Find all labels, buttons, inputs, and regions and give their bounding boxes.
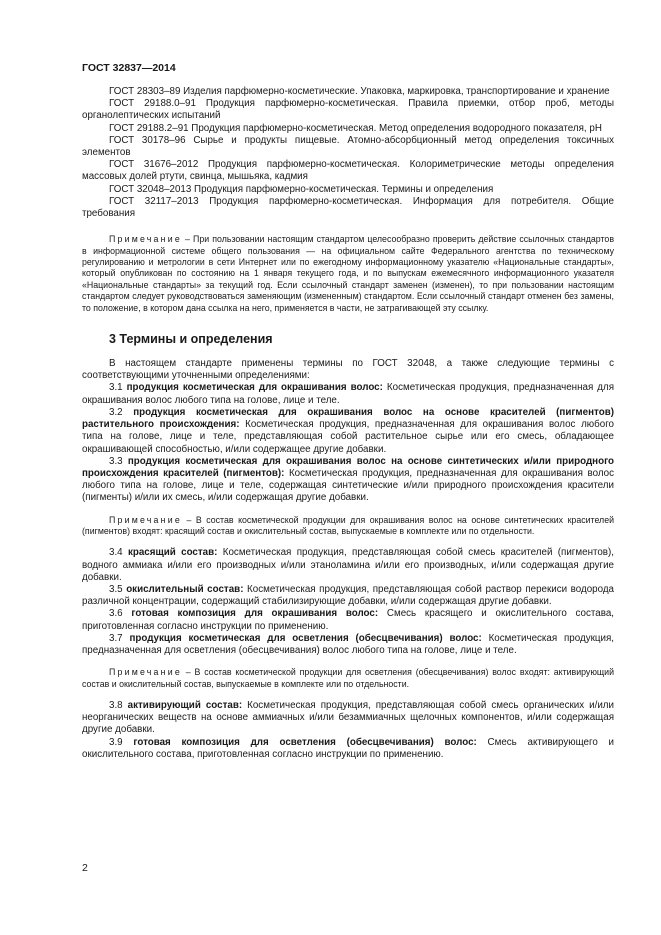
term-3-4: [82, 547, 614, 584]
note-text: – В состав косметической продукции для осветления (обесцвечивания) волос входят: активирующий состав и окислительный состав, выпускаемые в комплекте или по отдельности.: [82, 667, 614, 689]
term-name: продукция косметическая для осветления (обесцвечивания) волос:: [129, 632, 482, 644]
term-name: готовая композиция для осветления (обесцвечивания) волос:: [133, 736, 477, 748]
note-bleach-composition: [82, 667, 614, 690]
term-definition: Смесь красящего и окислительного состава, приготовленная согласно инструкции по применению.: [82, 608, 614, 632]
reference-item: ГОСТ 32048–2013 Продукция парфюмерно-косметическая. Термины и определения: [109, 183, 494, 195]
term-3-2: [82, 407, 614, 456]
reference-item: ГОСТ 31676–2012 Продукция парфюмерно-косметическая. Колориметрические методы определения массовых долей ртути, свинца, мышьяка, кадмия: [82, 159, 614, 183]
term-number: 3.4: [109, 547, 128, 559]
note-text: – В состав косметической продукции для окрашивания волос на основе синтетических красителей (пигментов) входят: красящий состав и окислительный состав, выпускаемые в комплекте или по отдельности.: [82, 514, 614, 536]
page-number: 2: [82, 862, 88, 874]
note-lead: Примечание: [109, 514, 182, 525]
term-definition: Косметическая продукция, предназначенная для окрашивания волос любого типа на голове, лице и теле, содержащая синтетические и/или природного происхождения красители (пигменты) и/или их смесь, и/или содержащая другие добавки.: [82, 467, 615, 504]
term-name: продукция косметическая для окрашивания волос на основе красителей (пигментов) растительного происхождения:: [82, 406, 614, 431]
term-number: 3.1: [109, 382, 127, 394]
term-name: окислительный состав:: [126, 583, 244, 595]
term-number: 3.6: [109, 608, 132, 620]
note-lead: Примечание: [109, 667, 182, 678]
term-definition: Косметическая продукция, предназначенная для окрашивания волос любого типа на голове, лице и теле, представляющая собой растительное сырье или его смесь, обладающее окрашивающей способностью, и/или содержащее другие добавки.: [82, 419, 614, 455]
term-name: продукция косметическая для окрашивания волос на основе синтетических и/или природного происхождения красителей (пигментов):: [82, 455, 615, 479]
term-number: 3.2: [109, 406, 134, 418]
reference-item: ГОСТ 32117–2013 Продукция парфюмерно-косметическая. Информация для потребителя. Общие требования: [82, 195, 614, 220]
term-3-7: [82, 633, 614, 657]
term-3-6: [82, 608, 614, 632]
term-name: продукция косметическая для окрашивания волос:: [126, 382, 383, 394]
term-number: 3.5: [109, 583, 127, 595]
term-number: 3.7: [109, 632, 130, 644]
term-3-3: [82, 456, 614, 505]
term-definition: Косметическая продукция, предназначенная для осветления (обесцвечивания) волос любого типа на голове, лице и теле.: [82, 632, 614, 656]
section-intro: В настоящем стандарте применены термины по ГОСТ 32048, а также следующие термины с соответствующими уточненными определениями:: [82, 358, 614, 382]
term-definition: Косметическая продукция, представляющая собой смесь органических и/или неорганических веществ на основе аммиачных и/или безаммиачных щелочных компонентов, и/или содержащая другие добавки.: [82, 699, 614, 736]
document-header: ГОСТ 32837—2014: [82, 62, 176, 74]
term-3-9: [82, 737, 614, 761]
section-title: 3 Термины и определения: [109, 332, 273, 347]
note-references: [82, 234, 614, 314]
reference-item: ГОСТ 29188.0–91 Продукция парфюмерно-косметическая. Правила приемки, отбор проб, методы органолептических испытаний: [82, 98, 614, 122]
note-dye-composition: [82, 515, 614, 538]
term-name: красящий состав:: [127, 547, 218, 559]
note-lead: Примечание: [109, 234, 182, 245]
term-definition: Косметическая продукция, представляющая собой раствор перекиси водорода различной концентрации, содержащий стабилизирующие добавки, и/или содержащая другие добавки.: [82, 583, 615, 608]
note-text: – При пользовании настоящим стандартом целесообразно проверить действие ссылочных стандартов в информационной системе общего пользования — на официальном сайте Федерального агентства по техническому регулированию и метрологии в сети Интернет или по ежегодному информационному указателю «Национальные стандарты», который опубликован по состоянию на 1 января текущего года, и по выпускам ежемесячного информационного указателя «Национальные стандарты» за текущий год. Если ссылочный стандарт заменен (изменен), то при пользовании настоящим стандартом следует руководствоваться заменяющим (измененным) стандартом. Если ссылочный стандарт отменен без замены, то положение, в котором дана ссылка на него, применяется в части, не затрагивающей эту ссылку.: [82, 234, 614, 313]
term-name: готовая композиция для окрашивания волос:: [131, 608, 379, 620]
term-3-1: [82, 382, 614, 406]
term-definition: Косметическая продукция, предназначенная для окрашивания волос любого типа на голове, лице и теле.: [82, 382, 615, 406]
term-number: 3.8: [109, 699, 128, 711]
term-3-8: [82, 700, 614, 737]
reference-item: ГОСТ 28303–89 Изделия парфюмерно-косметические. Упаковка, маркировка, транспортирование и хранение: [109, 86, 610, 97]
term-3-5: [82, 584, 614, 608]
term-name: активирующий состав:: [127, 699, 243, 711]
reference-item: ГОСТ 29188.2–91 Продукция парфюмерно-косметическая. Метод определения водородного показателя, pH: [109, 122, 602, 134]
term-number: 3.3: [109, 455, 128, 467]
term-definition: Косметическая продукция, представляющая собой смесь красителей (пигментов), водного аммиака и/или его производных и/или этаноламина и/или его производных, и/или содержащая другие добавки.: [82, 547, 614, 583]
page-content: [82, 86, 614, 761]
term-number: 3.9: [109, 736, 134, 748]
term-definition: Смесь активирующего и окислительного состава, приготовленная согласно инструкции по применению.: [82, 736, 615, 760]
reference-item: ГОСТ 30178–96 Сырье и продукты пищевые. Атомно-абсорбционный метод определения токсичных элементов: [82, 134, 614, 159]
